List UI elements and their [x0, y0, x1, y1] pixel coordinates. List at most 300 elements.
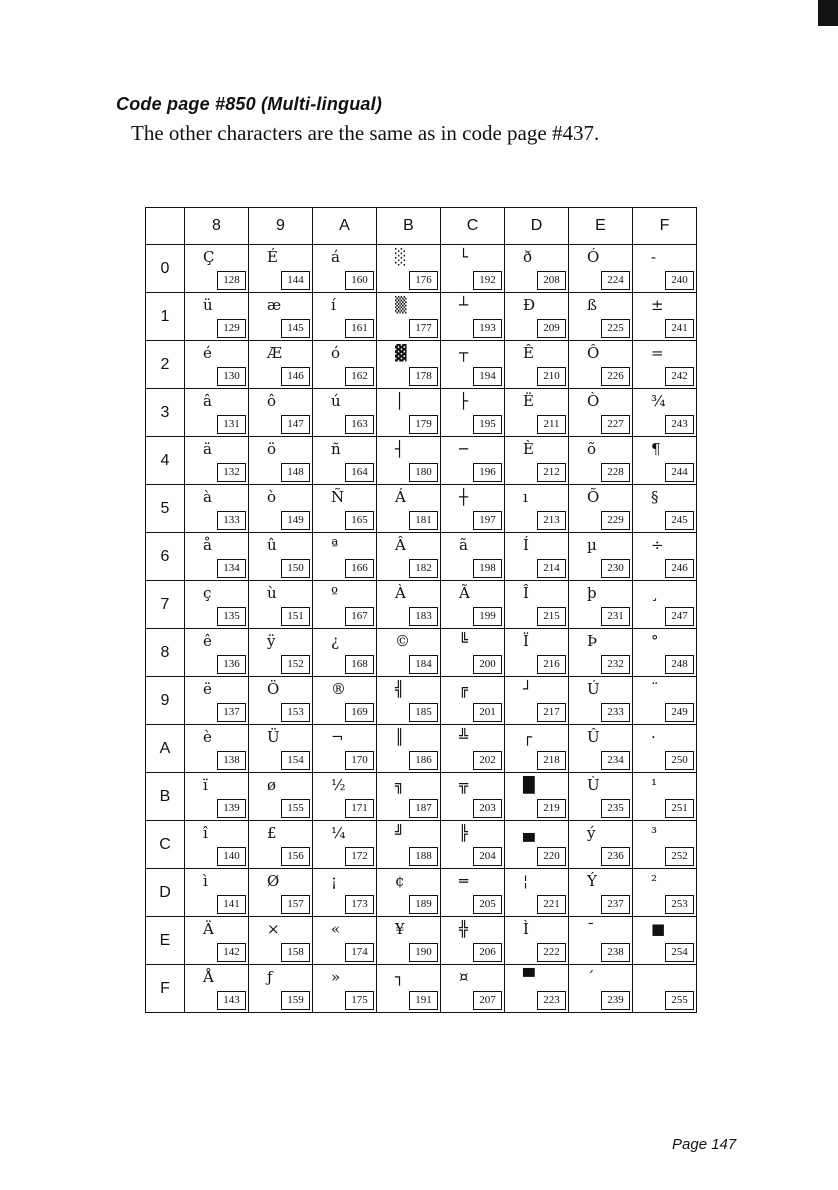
decimal-code-box: 180	[409, 463, 438, 482]
character-cell	[249, 965, 313, 1013]
character-cell	[569, 245, 633, 293]
character-cell	[377, 293, 441, 341]
character-cell-content	[633, 437, 696, 484]
character-cell-content	[569, 293, 632, 340]
decimal-code-box: 207	[473, 991, 502, 1010]
character-glyph: ú	[331, 392, 341, 410]
decimal-code-box: 156	[281, 847, 310, 866]
row-header: 1	[146, 293, 185, 341]
character-cell-content	[313, 821, 376, 868]
character-cell-content	[313, 437, 376, 484]
character-glyph: ÷	[651, 536, 664, 554]
character-glyph: ²	[651, 872, 658, 890]
decimal-code-box: 204	[473, 847, 502, 866]
column-header: B	[377, 208, 441, 245]
decimal-code-box: 249	[665, 703, 694, 722]
decimal-code-box: 230	[601, 559, 630, 578]
character-cell	[633, 341, 697, 389]
character-cell	[441, 437, 505, 485]
table-row	[146, 629, 697, 677]
character-glyph: ý	[587, 824, 596, 842]
table-row	[146, 581, 697, 629]
character-cell-content	[185, 581, 248, 628]
decimal-code-box: 211	[537, 415, 566, 434]
character-cell	[313, 341, 377, 389]
decimal-code-box: 237	[601, 895, 630, 914]
character-cell-content	[441, 341, 504, 388]
table-corner	[146, 208, 185, 245]
character-cell-content	[185, 725, 248, 772]
decimal-code-box: 253	[665, 895, 694, 914]
character-cell	[505, 389, 569, 437]
character-cell	[633, 485, 697, 533]
character-cell	[377, 245, 441, 293]
character-cell	[313, 869, 377, 917]
character-cell	[569, 629, 633, 677]
character-cell	[569, 293, 633, 341]
decimal-code-box: 169	[345, 703, 374, 722]
character-cell-content	[505, 965, 568, 1012]
character-glyph: Ö	[267, 680, 280, 698]
character-glyph: ╦	[459, 776, 469, 794]
decimal-code-box: 181	[409, 511, 438, 530]
decimal-code-box: 233	[601, 703, 630, 722]
character-cell	[249, 869, 313, 917]
decimal-code-box: 242	[665, 367, 694, 386]
character-cell	[377, 917, 441, 965]
character-cell	[185, 629, 249, 677]
decimal-code-box: 144	[281, 271, 310, 290]
row-header: 3	[146, 389, 185, 437]
decimal-code-box: 162	[345, 367, 374, 386]
decimal-code-box: 243	[665, 415, 694, 434]
character-glyph: ▒	[395, 296, 407, 314]
character-glyph: Í	[523, 536, 529, 554]
character-cell-content	[185, 677, 248, 724]
character-cell-content	[249, 533, 312, 580]
decimal-code-box: 145	[281, 319, 310, 338]
decimal-code-box: 132	[217, 463, 246, 482]
column-header: 9	[249, 208, 313, 245]
decimal-code-box: 159	[281, 991, 310, 1010]
decimal-code-box: 210	[537, 367, 566, 386]
character-glyph: ö	[267, 440, 277, 458]
character-cell-content	[377, 341, 440, 388]
character-cell-content	[633, 389, 696, 436]
character-glyph: ╝	[395, 824, 405, 842]
decimal-code-box: 133	[217, 511, 246, 530]
character-cell	[377, 629, 441, 677]
character-cell	[185, 389, 249, 437]
decimal-code-box: 206	[473, 943, 502, 962]
table-row	[146, 341, 697, 389]
character-cell-content	[185, 293, 248, 340]
character-cell	[505, 581, 569, 629]
decimal-code-box: 227	[601, 415, 630, 434]
character-cell-content	[505, 773, 568, 820]
character-glyph: È	[523, 440, 534, 458]
table-row	[146, 773, 697, 821]
character-cell	[313, 773, 377, 821]
character-cell	[249, 389, 313, 437]
character-cell	[313, 821, 377, 869]
character-cell-content	[313, 389, 376, 436]
character-glyph: ┤	[395, 440, 405, 458]
decimal-code-box: 208	[537, 271, 566, 290]
character-cell-content	[249, 821, 312, 868]
decimal-code-box: 176	[409, 271, 438, 290]
character-cell	[441, 389, 505, 437]
column-header: C	[441, 208, 505, 245]
character-cell	[441, 245, 505, 293]
character-cell	[505, 965, 569, 1013]
decimal-code-box: 189	[409, 895, 438, 914]
character-glyph: è	[203, 728, 212, 746]
character-glyph: Æ	[267, 344, 283, 362]
character-cell-content	[441, 773, 504, 820]
character-cell-content	[249, 725, 312, 772]
column-header-row	[146, 208, 697, 245]
character-glyph: ã	[459, 536, 468, 554]
character-cell-content	[633, 341, 696, 388]
character-glyph: é	[203, 344, 212, 362]
column-header: A	[313, 208, 377, 245]
character-glyph: Â	[395, 536, 406, 554]
character-cell-content	[633, 725, 696, 772]
decimal-code-box: 205	[473, 895, 502, 914]
character-cell-content	[441, 533, 504, 580]
row-header: 9	[146, 677, 185, 725]
decimal-code-box: 136	[217, 655, 246, 674]
decimal-code-box: 146	[281, 367, 310, 386]
character-cell-content	[633, 245, 696, 292]
decimal-code-box: 221	[537, 895, 566, 914]
character-cell	[249, 677, 313, 725]
character-cell	[569, 773, 633, 821]
character-cell-content	[569, 869, 632, 916]
decimal-code-box: 188	[409, 847, 438, 866]
section-title: Code page #850 (Multi-lingual)	[116, 94, 383, 114]
character-cell-content	[249, 245, 312, 292]
character-cell-content	[249, 629, 312, 676]
character-cell-content	[313, 677, 376, 724]
decimal-code-box: 226	[601, 367, 630, 386]
decimal-code-box: 154	[281, 751, 310, 770]
character-cell	[249, 725, 313, 773]
character-glyph: ê	[203, 632, 212, 650]
character-cell	[505, 485, 569, 533]
character-cell-content	[441, 293, 504, 340]
decimal-code-box: 240	[665, 271, 694, 290]
table-row	[146, 821, 697, 869]
character-cell-content	[185, 869, 248, 916]
character-cell	[377, 341, 441, 389]
character-glyph: ´	[587, 968, 595, 986]
decimal-code-box: 229	[601, 511, 630, 530]
character-glyph: ù	[267, 584, 277, 602]
character-cell	[505, 917, 569, 965]
character-cell	[441, 581, 505, 629]
character-glyph: Î	[523, 584, 529, 602]
table-row	[146, 917, 697, 965]
character-glyph: ±	[651, 296, 664, 314]
decimal-code-box: 214	[537, 559, 566, 578]
character-cell-content	[441, 437, 504, 484]
character-cell-content	[633, 917, 696, 964]
decimal-code-box: 129	[217, 319, 246, 338]
decimal-code-box: 174	[345, 943, 374, 962]
row-header: 8	[146, 629, 185, 677]
character-glyph: Õ	[587, 488, 600, 506]
character-cell	[569, 389, 633, 437]
character-cell	[569, 341, 633, 389]
character-cell	[505, 869, 569, 917]
character-cell-content	[313, 965, 376, 1012]
character-cell	[633, 773, 697, 821]
character-glyph: ¨	[651, 680, 659, 698]
character-glyph: ı	[523, 488, 528, 506]
column-header: D	[505, 208, 569, 245]
decimal-code-box: 255	[665, 991, 694, 1010]
character-glyph: ┬	[459, 344, 469, 362]
table-row	[146, 533, 697, 581]
character-glyph: ┌	[523, 728, 533, 746]
character-glyph: ╔	[459, 680, 469, 698]
character-glyph: ß	[587, 296, 598, 314]
character-glyph: õ	[587, 440, 597, 458]
character-cell-content	[313, 293, 376, 340]
character-cell	[441, 773, 505, 821]
character-cell-content	[441, 485, 504, 532]
character-glyph: À	[395, 584, 406, 602]
decimal-code-box: 138	[217, 751, 246, 770]
code-table-body	[146, 245, 697, 1013]
decimal-code-box: 191	[409, 991, 438, 1010]
column-header: 8	[185, 208, 249, 245]
character-cell	[633, 437, 697, 485]
character-cell-content	[313, 629, 376, 676]
character-glyph: ╩	[459, 728, 469, 746]
character-cell	[569, 917, 633, 965]
character-cell	[633, 917, 697, 965]
character-cell	[569, 485, 633, 533]
code-page-table	[145, 207, 697, 1013]
decimal-code-box: 213	[537, 511, 566, 530]
character-glyph: ³	[651, 824, 658, 842]
character-glyph: ®	[331, 680, 346, 698]
character-cell-content	[249, 293, 312, 340]
character-glyph: É	[267, 248, 278, 266]
character-cell	[633, 677, 697, 725]
character-glyph: ╣	[395, 680, 405, 698]
character-glyph: ¯	[587, 920, 595, 938]
decimal-code-box: 186	[409, 751, 438, 770]
character-cell	[441, 869, 505, 917]
character-glyph: ¡	[331, 872, 338, 890]
character-cell-content	[569, 533, 632, 580]
character-cell-content	[313, 581, 376, 628]
character-cell	[633, 869, 697, 917]
decimal-code-box: 247	[665, 607, 694, 626]
character-glyph: ▓	[395, 344, 407, 362]
character-cell-content	[249, 917, 312, 964]
character-cell-content	[569, 629, 632, 676]
character-cell-content	[569, 485, 632, 532]
character-cell-content	[633, 965, 696, 1012]
character-cell-content	[505, 341, 568, 388]
decimal-code-box: 192	[473, 271, 502, 290]
character-cell-content	[633, 821, 696, 868]
character-glyph: ¤	[459, 968, 469, 986]
character-glyph: ó	[331, 344, 341, 362]
character-glyph: ║	[395, 728, 405, 746]
decimal-code-box: 218	[537, 751, 566, 770]
character-cell	[249, 341, 313, 389]
character-glyph: ░	[395, 248, 407, 266]
character-glyph: ▀	[523, 968, 535, 986]
decimal-code-box: 254	[665, 943, 694, 962]
character-glyph: ì	[203, 872, 208, 890]
row-header: 7	[146, 581, 185, 629]
decimal-code-box: 224	[601, 271, 630, 290]
character-cell-content	[505, 821, 568, 868]
character-glyph: ╬	[459, 920, 469, 938]
character-cell	[249, 581, 313, 629]
character-cell-content	[313, 485, 376, 532]
character-glyph: â	[203, 392, 212, 410]
column-header: F	[633, 208, 697, 245]
decimal-code-box: 142	[217, 943, 246, 962]
page-number: Page 147	[672, 1136, 737, 1153]
decimal-code-box: 183	[409, 607, 438, 626]
character-glyph: ═	[459, 872, 469, 890]
table-row	[146, 245, 697, 293]
character-glyph: ·	[651, 728, 656, 746]
decimal-code-box: 134	[217, 559, 246, 578]
character-cell-content	[377, 533, 440, 580]
character-cell-content	[249, 773, 312, 820]
character-cell-content	[249, 965, 312, 1012]
character-cell-content	[377, 485, 440, 532]
character-cell-content	[633, 677, 696, 724]
character-glyph: Ý	[587, 872, 597, 890]
character-cell-content	[377, 965, 440, 1012]
character-cell-content	[505, 293, 568, 340]
character-cell	[185, 437, 249, 485]
character-cell	[569, 965, 633, 1013]
decimal-code-box: 131	[217, 415, 246, 434]
character-cell	[185, 533, 249, 581]
character-glyph: ¢	[395, 872, 405, 890]
character-cell-content	[441, 917, 504, 964]
decimal-code-box: 241	[665, 319, 694, 338]
character-cell	[313, 485, 377, 533]
character-cell	[505, 533, 569, 581]
character-cell	[377, 821, 441, 869]
character-cell-content	[441, 677, 504, 724]
character-cell-content	[441, 821, 504, 868]
character-cell	[505, 293, 569, 341]
character-cell	[377, 773, 441, 821]
decimal-code-box: 163	[345, 415, 374, 434]
character-glyph: Ã	[459, 584, 470, 602]
table-row	[146, 869, 697, 917]
character-cell	[569, 725, 633, 773]
decimal-code-box: 130	[217, 367, 246, 386]
character-glyph: »	[331, 968, 341, 986]
character-cell	[441, 533, 505, 581]
character-glyph: Þ	[587, 632, 598, 650]
table-row	[146, 965, 697, 1013]
character-cell-content	[249, 869, 312, 916]
character-glyph: █	[523, 776, 535, 794]
character-cell-content	[249, 581, 312, 628]
decimal-code-box: 155	[281, 799, 310, 818]
character-cell	[185, 485, 249, 533]
character-glyph: Ò	[587, 392, 600, 410]
row-header: A	[146, 725, 185, 773]
character-glyph: ┐	[395, 968, 405, 986]
character-cell	[249, 533, 313, 581]
character-glyph: «	[331, 920, 341, 938]
decimal-code-box: 143	[217, 991, 246, 1010]
character-cell-content	[569, 965, 632, 1012]
character-cell	[441, 341, 505, 389]
character-cell-content	[505, 677, 568, 724]
character-cell-content	[505, 869, 568, 916]
character-cell	[185, 869, 249, 917]
character-cell-content	[313, 773, 376, 820]
character-glyph: ¥	[395, 920, 405, 938]
character-cell-content	[249, 389, 312, 436]
decimal-code-box: 165	[345, 511, 374, 530]
character-glyph: û	[267, 536, 277, 554]
character-glyph: ×	[267, 920, 280, 938]
table-row	[146, 725, 697, 773]
character-cell	[185, 341, 249, 389]
character-cell-content	[377, 629, 440, 676]
character-cell	[185, 821, 249, 869]
character-glyph: å	[203, 536, 212, 554]
character-cell-content	[377, 581, 440, 628]
character-glyph: Ü	[267, 728, 280, 746]
character-glyph: │	[395, 392, 405, 410]
decimal-code-box: 160	[345, 271, 374, 290]
decimal-code-box: 231	[601, 607, 630, 626]
character-cell-content	[633, 293, 696, 340]
character-glyph: µ	[587, 536, 597, 554]
character-glyph: ¾	[651, 392, 666, 410]
character-cell-content	[505, 629, 568, 676]
character-cell-content	[185, 485, 248, 532]
character-cell	[441, 965, 505, 1013]
character-glyph: £	[267, 824, 277, 842]
character-cell-content	[505, 533, 568, 580]
character-cell-content	[569, 917, 632, 964]
character-glyph: Å	[203, 968, 214, 986]
character-glyph: ñ	[331, 440, 341, 458]
character-cell	[441, 629, 505, 677]
character-cell-content	[633, 533, 696, 580]
decimal-code-box: 148	[281, 463, 310, 482]
character-cell-content	[377, 245, 440, 292]
character-glyph: Ô	[587, 344, 600, 362]
decimal-code-box: 195	[473, 415, 502, 434]
character-glyph: ╠	[459, 824, 469, 842]
decimal-code-box: 185	[409, 703, 438, 722]
character-cell	[377, 581, 441, 629]
character-cell-content	[569, 773, 632, 820]
